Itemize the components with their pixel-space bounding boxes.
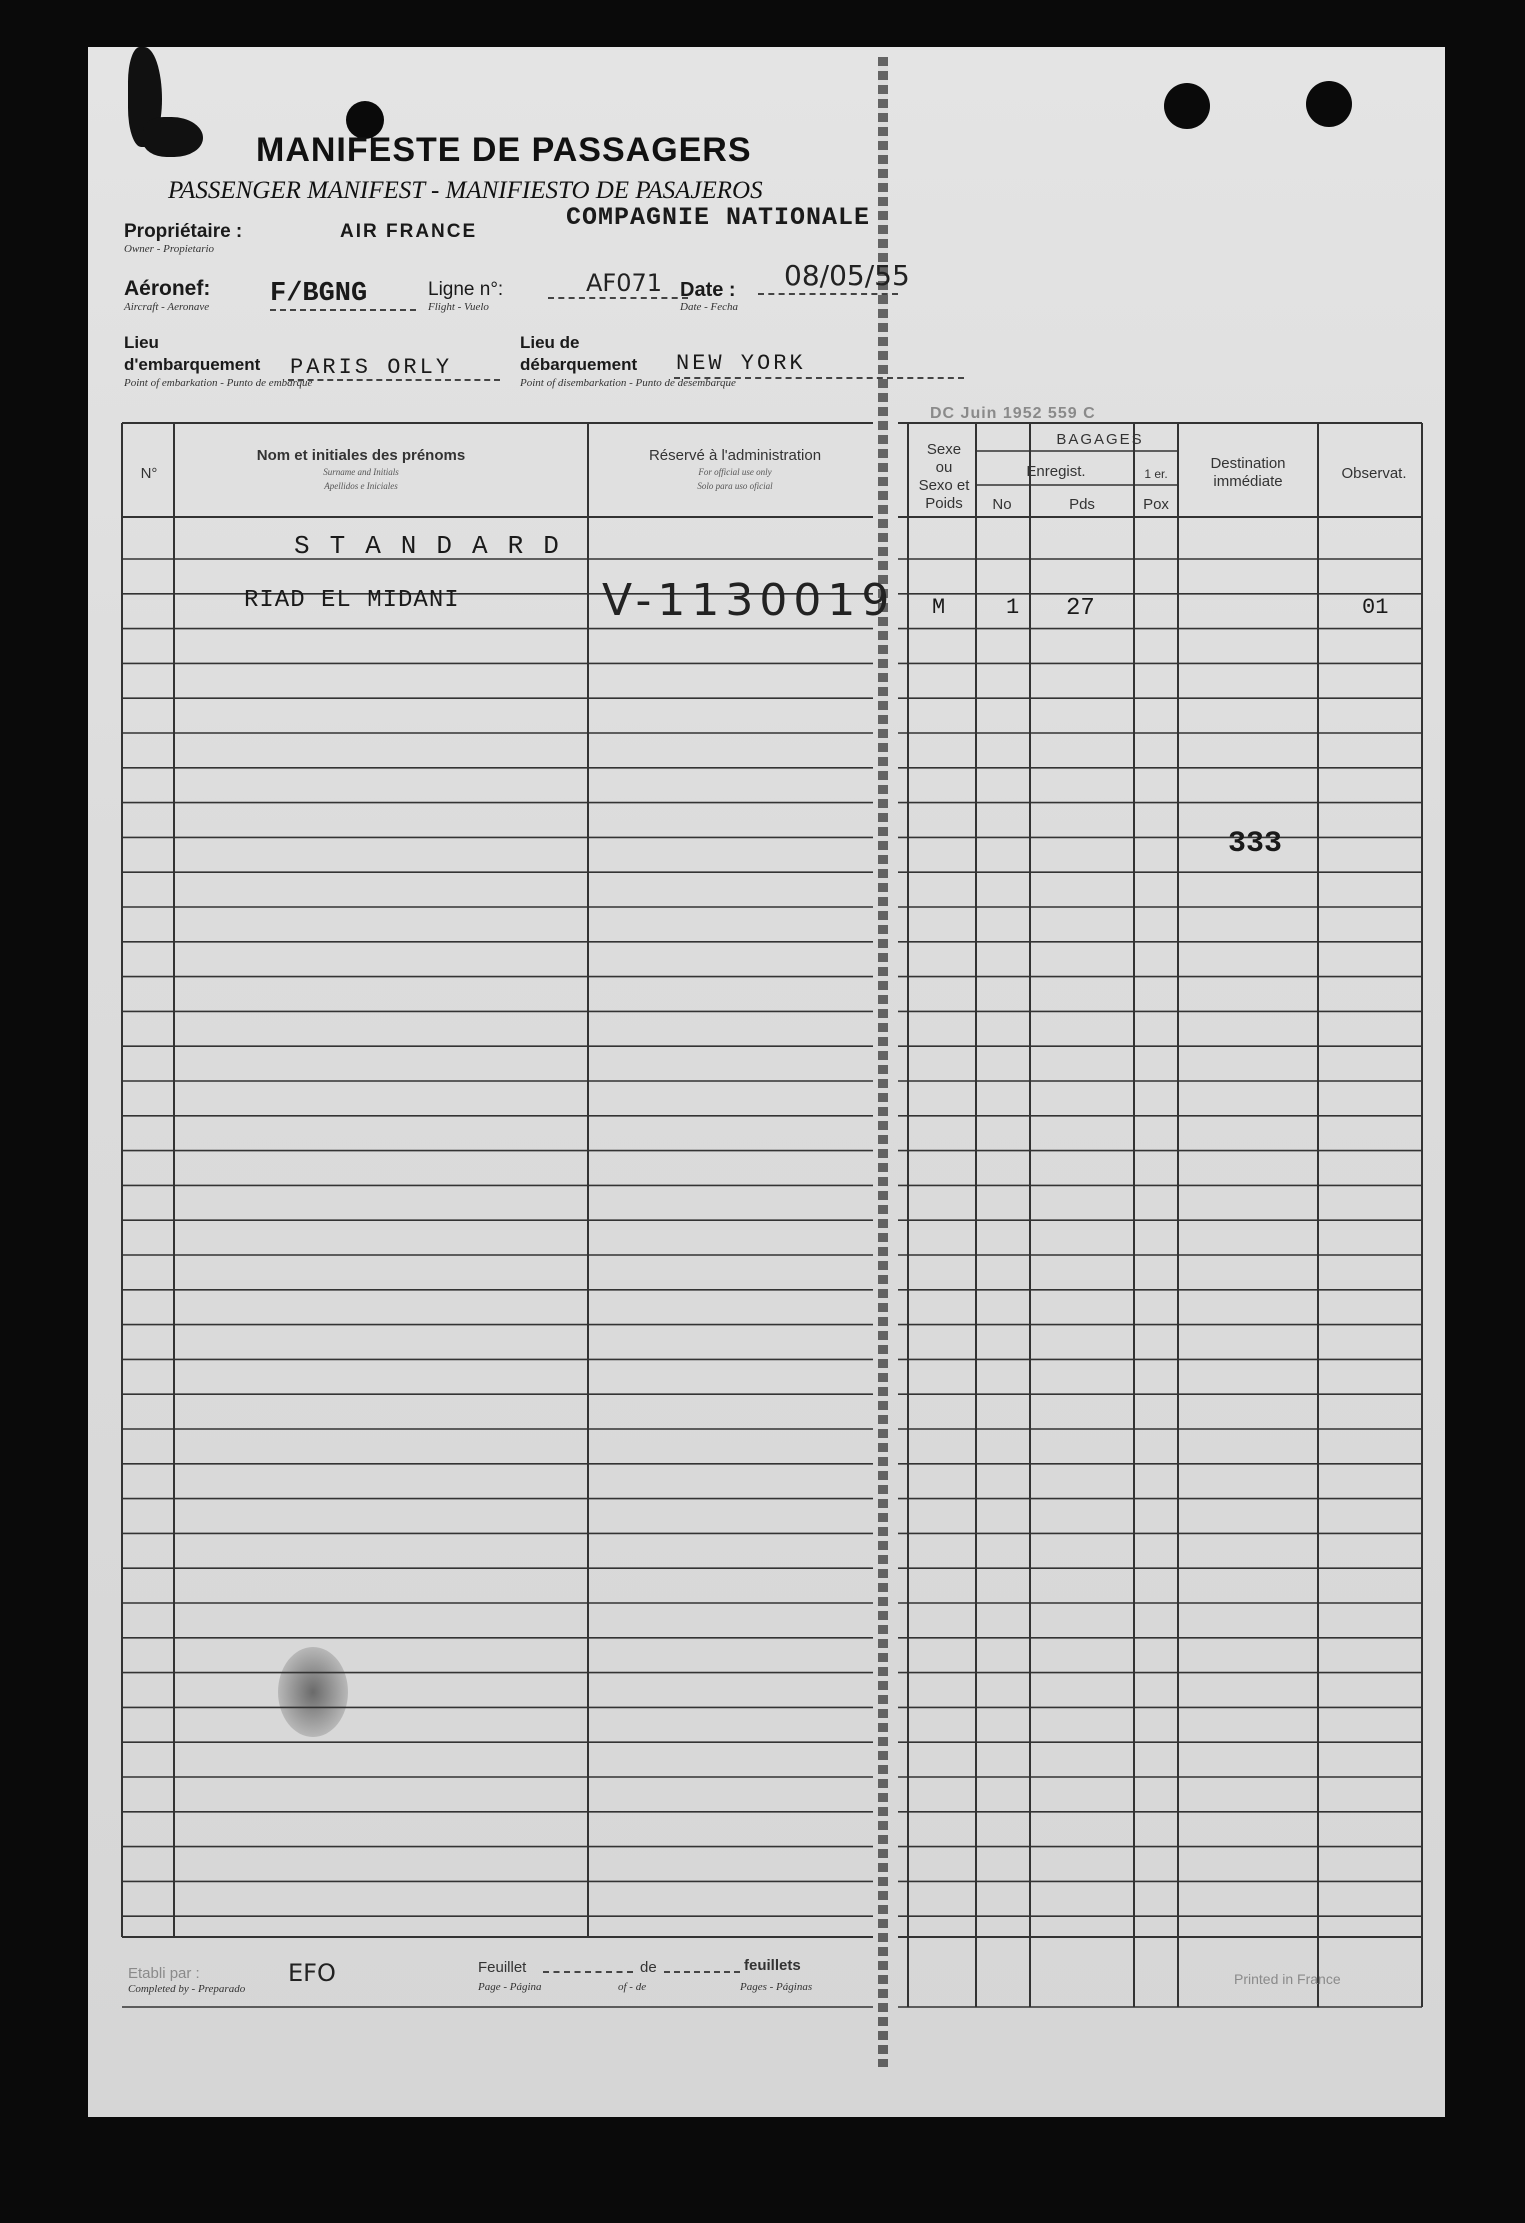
aircraft-label: Aéronef:: [124, 277, 211, 300]
embark-value: PARIS ORLY: [290, 355, 453, 380]
col-header-no: N°: [140, 465, 158, 482]
disembark-label-1: Lieu de: [520, 333, 580, 352]
col-header-obs: Observat.: [1341, 465, 1407, 482]
company-stamp: COMPAGNIE NATIONALE: [566, 203, 871, 232]
sheet-sublabel: Page - Página: [478, 1981, 542, 1993]
manifest-table-grid: [88, 47, 1445, 2117]
sheet-total-sublabel: Pages - Páginas: [740, 1981, 813, 1993]
col-header-dest-1: Destination: [1210, 455, 1286, 472]
sheet-of-line: [664, 1971, 740, 1973]
col-header-sex-3: Sexo et: [918, 477, 970, 494]
line-label: Ligne n°:: [428, 279, 504, 300]
sheet-total-label: feuillets: [744, 1957, 801, 1974]
owner-label: Propriétaire :: [124, 221, 243, 242]
owner-value: AIR FRANCE: [340, 221, 478, 242]
sheet-label: Feuillet: [478, 1959, 527, 1976]
sheet-line: [543, 1971, 633, 1973]
observation-value: 01: [1362, 595, 1389, 620]
col-header-reserved-sub1: For official use only: [698, 467, 772, 477]
col-header-name-sub1: Surname and Initials: [323, 467, 399, 477]
baggage-count: 1: [1006, 595, 1020, 620]
col-header-baggage: BAGAGES: [1056, 431, 1144, 448]
established-sublabel: Completed by - Preparado: [128, 1983, 246, 1995]
embark-sublabel: Point of embarkation - Punto de embarque: [124, 377, 313, 389]
col-header-sex-4: Poids: [925, 495, 963, 512]
col-header-sex-2: ou: [935, 459, 953, 476]
embark-label-1: Lieu: [124, 333, 159, 352]
line-value: AF071: [586, 269, 663, 297]
reserved-number: V-1130019: [602, 575, 896, 626]
destination-note: 333: [1228, 827, 1283, 861]
date-sublabel: Date - Fecha: [680, 301, 739, 313]
class-stamp: STANDARD: [294, 531, 579, 561]
manifest-subtitle: PASSENGER MANIFEST - MANIFIESTO DE PASAJEROS: [168, 177, 763, 204]
col-header-sex-1: Sexe: [926, 441, 962, 458]
embark-label-2: d'embarquement: [124, 355, 261, 374]
passenger-sex: M: [932, 595, 946, 620]
date-value: 08/05/55: [784, 259, 910, 292]
aircraft-sublabel: Aircraft - Aeronave: [124, 301, 210, 313]
disembark-sublabel: Point of disembarkation - Punto de desembarque: [520, 377, 736, 389]
col-header-name: Nom et initiales des prénoms: [256, 447, 466, 464]
manifest-sheet: [88, 47, 1445, 2117]
aircraft-value: F/BGNG: [270, 279, 368, 309]
manifest-title: MANIFESTE DE PASSAGERS: [256, 131, 752, 169]
col-header-bag-pds: Pds: [1069, 496, 1095, 513]
disembark-label-2: débarquement: [520, 355, 638, 374]
baggage-weight: 27: [1066, 595, 1095, 622]
col-header-ams: 1 er.: [1144, 467, 1168, 481]
col-header-dest-2: immédiate: [1213, 473, 1283, 490]
col-header-pox: Pox: [1143, 496, 1169, 513]
col-header-reserved: Réservé à l'administration: [648, 447, 822, 464]
sheet-of: de: [640, 1959, 657, 1976]
printed-in: Printed in France: [1234, 1971, 1341, 1987]
line-sublabel: Flight - Vuelo: [428, 301, 489, 313]
col-header-name-sub2: Apellidos e Iniciales: [324, 481, 398, 491]
established-value: EFO: [288, 1959, 336, 1987]
form-reference: DC Juin 1952 559 C: [930, 405, 1096, 422]
date-label: Date :: [680, 279, 736, 301]
passenger-name: RIAD EL MIDANI: [244, 587, 460, 614]
col-header-enreg: Enregist.: [1026, 463, 1086, 480]
established-label: Etabli par :: [128, 1965, 200, 1982]
col-header-reserved-sub2: Solo para uso oficial: [697, 481, 773, 491]
owner-sublabel: Owner - Propietario: [124, 243, 215, 255]
disembark-value: NEW YORK: [676, 351, 806, 376]
col-header-bag-no: No: [992, 496, 1012, 513]
sheet-of-sublabel: of - de: [618, 1981, 647, 1993]
